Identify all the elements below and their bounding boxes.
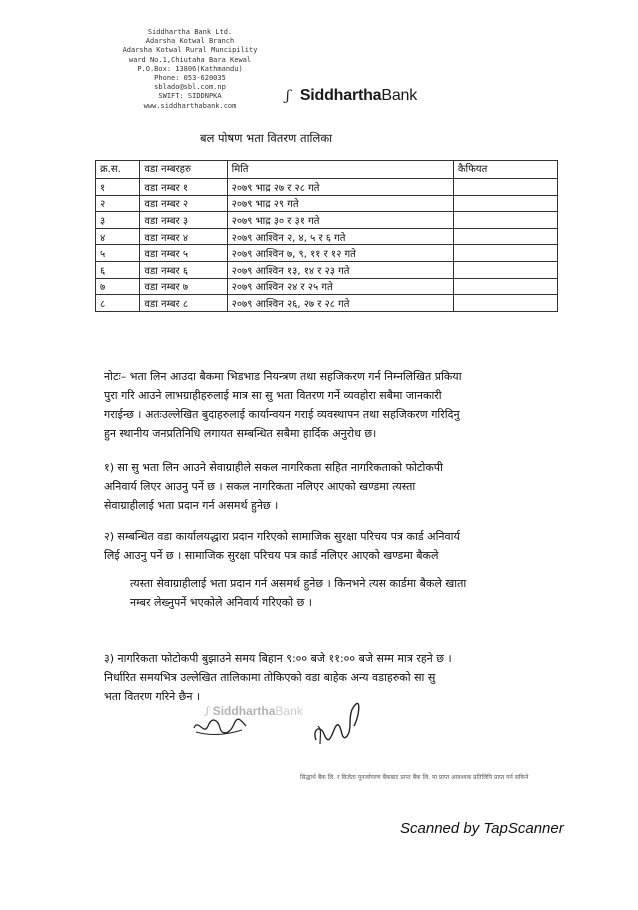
cell-remarks [453, 278, 557, 295]
cell-date: २०७९ भाद्र ३० र ३१ गते [227, 212, 453, 229]
point-1 [104, 458, 584, 515]
text-line: लिई आउनु पर्ने छ । सामाजिक सुरक्षा परिचय पत्र कार्ड नलिएर आएको खण्डमा बैकले [104, 549, 439, 562]
cell-remarks [453, 195, 557, 212]
text-line: Adarsha Kotwal Rural Muncipility [122, 46, 258, 55]
cell-serial: ८ [96, 295, 140, 312]
cell-serial: १ [96, 179, 140, 196]
cell-ward: वडा नम्बर ७ [140, 278, 227, 295]
text-line: १) सा सु भता लिन आउने सेवाग्राहीले सकल नागरिकता सहित नागरिकताको फोटोकपी [104, 461, 443, 474]
note-paragraph [104, 367, 574, 443]
text-line: Adarsha Kotwal Branch [145, 37, 235, 46]
text-line: ward No.1,Chiutaha Bara Kewal [128, 55, 252, 64]
brand-logo [286, 86, 417, 106]
table-row [96, 179, 558, 196]
text-line: नोटः– भता लिन आउदा बैकमा भिडभाड नियन्त्रण तथा सहजिकरण गर्न निम्नलिखित प्रकिया [104, 370, 462, 383]
text-line: सेवाग्राहीलाई भता प्रदान गर्न असमर्थ हुनेछ । [104, 499, 279, 512]
cell-ward: वडा नम्बर २ [140, 195, 227, 212]
footer-text: सिद्धार्थ बैंक लि. र विजेता पूनर्जागरण बैंकबाट प्राप्त बैंक लि. मा प्राप्त आवश्यक प्रतिलिपि प्राप्त गर्न सकिने [300, 774, 529, 781]
text-line: गराईन्छ । अतःउल्लेखित बुदाहरुलाई कार्यान्वयन गराई व्यवस्थापन तथा सहजिकरण गरिदिनु [104, 408, 460, 421]
signature-2-icon [306, 700, 366, 748]
cell-date: २०७९ आश्विन २६, २७ र २८ गते [227, 295, 453, 312]
text-line: निर्धारित समयभित्र उल्लेखित तालिकामा तोकिएको वडा बाहेक अन्य वडाहरुको सा सु [104, 671, 436, 684]
text-line: नम्बर लेख्नुपर्ने भएकोले अनिवार्य गरिएको छ । [130, 596, 312, 609]
cell-date: २०७९ भाद्र २९ गते [227, 195, 453, 212]
cell-remarks [453, 212, 557, 229]
table-row [96, 195, 558, 212]
text-line: SWIFT: SIDDNPKA [158, 92, 222, 101]
text-line: P.O.Box: 13806(Kathmandu) [137, 64, 243, 73]
text-line: Siddhartha Bank Ltd. [147, 28, 233, 36]
distribution-schedule-table [95, 160, 558, 312]
header-serial: क्र.स. [96, 161, 140, 179]
cell-remarks [453, 228, 557, 245]
cell-ward: वडा नम्बर ५ [140, 245, 227, 262]
text-line: २) सम्बन्धित वडा कार्यालयद्धारा प्रदान गरिएको सामाजिक सुरक्षा परिचय पत्र कार्ड अनिवार्य [104, 530, 460, 543]
text-line: अनिवार्य लिएर आउनु पर्ने छ । सकल नागरिकता नलिएर आएको खण्डमा त्यस्ता [104, 480, 416, 493]
table-row [96, 245, 558, 262]
letterhead-address [120, 28, 260, 111]
point-2 [104, 527, 584, 565]
text-line: sblado@sbl.com.np [154, 83, 226, 92]
text-line: www.siddharthabank.com [143, 101, 237, 110]
cell-serial: ७ [96, 278, 140, 295]
cell-ward: वडा नम्बर ६ [140, 261, 227, 278]
document-title: बल पोषण भता वितरण तालिका [200, 131, 333, 145]
header-date: मिति [227, 161, 453, 179]
table-row [96, 261, 558, 278]
stamp-mark-icon: ʃ [206, 705, 209, 717]
cell-date: २०७९ आश्विन ७, ९, ११ र १२ गते [227, 245, 453, 262]
cell-date: २०७९ आश्विन २, ४, ५ र ६ गते [227, 228, 453, 245]
table-header-row [96, 161, 558, 179]
cell-date: २०७९ आश्विन २४ र २५ गते [227, 278, 453, 295]
cell-serial: ३ [96, 212, 140, 229]
bank-stamp: ʃ SiddharthaBank [206, 704, 303, 718]
cell-remarks [453, 179, 557, 196]
cell-serial: २ [96, 195, 140, 212]
text-line: पुरा गरि आउने लाभग्राहीहरुलाई मात्र सा सु भता वितरण गर्ने व्यवहोरा सबैमा जानकारी [104, 389, 442, 402]
header-remarks: कैफियत [453, 161, 557, 179]
text-line: भता वितरण गरिने छैन । [104, 690, 201, 703]
cell-serial: ५ [96, 245, 140, 262]
cell-serial: ६ [96, 261, 140, 278]
cell-date: २०७९ आश्विन १३, १४ र २३ गते [227, 261, 453, 278]
cell-ward: वडा नम्बर ३ [140, 212, 227, 229]
table-row [96, 278, 558, 295]
text-line: Phone: 053-620035 [154, 74, 226, 83]
text-line: त्यस्ता सेवाग्राहीलाई भता प्रदान गर्न असमर्थ हुनेछ । किनभने त्यस कार्डमा बैकले खाता [130, 577, 467, 590]
brand-name: SiddharthaBank [299, 87, 418, 104]
scanner-watermark: Scanned by TapScanner [400, 820, 564, 837]
text-line: हुन स्थानीय जनप्रतिनिधि लगायत सम्बन्धित सबैमा हार्दिक अनुरोध छ। [104, 427, 377, 440]
signature-1-icon [190, 710, 250, 740]
header-ward: वडा नम्बरहरु [140, 161, 227, 179]
table-row [96, 212, 558, 229]
cell-ward: वडा नम्बर १ [140, 179, 227, 196]
cell-remarks [453, 261, 557, 278]
cell-serial: ४ [96, 228, 140, 245]
table-row [96, 295, 558, 312]
text-line: ३) नागरिकता फोटोकपी बुझाउने समय बिहान ९:०० बजे ११:०० बजे सम्म मात्र रहने छ । [104, 652, 452, 665]
point-3 [104, 649, 584, 706]
cell-ward: वडा नम्बर ४ [140, 228, 227, 245]
point-2-continued [130, 574, 590, 612]
cell-ward: वडा नम्बर ८ [140, 295, 227, 312]
table-row [96, 228, 558, 245]
cell-remarks [453, 295, 557, 312]
cell-remarks [453, 245, 557, 262]
brand-mark-icon: ʃ [286, 88, 290, 104]
cell-date: २०७९ भाद्र २७ र २८ गते [227, 179, 453, 196]
